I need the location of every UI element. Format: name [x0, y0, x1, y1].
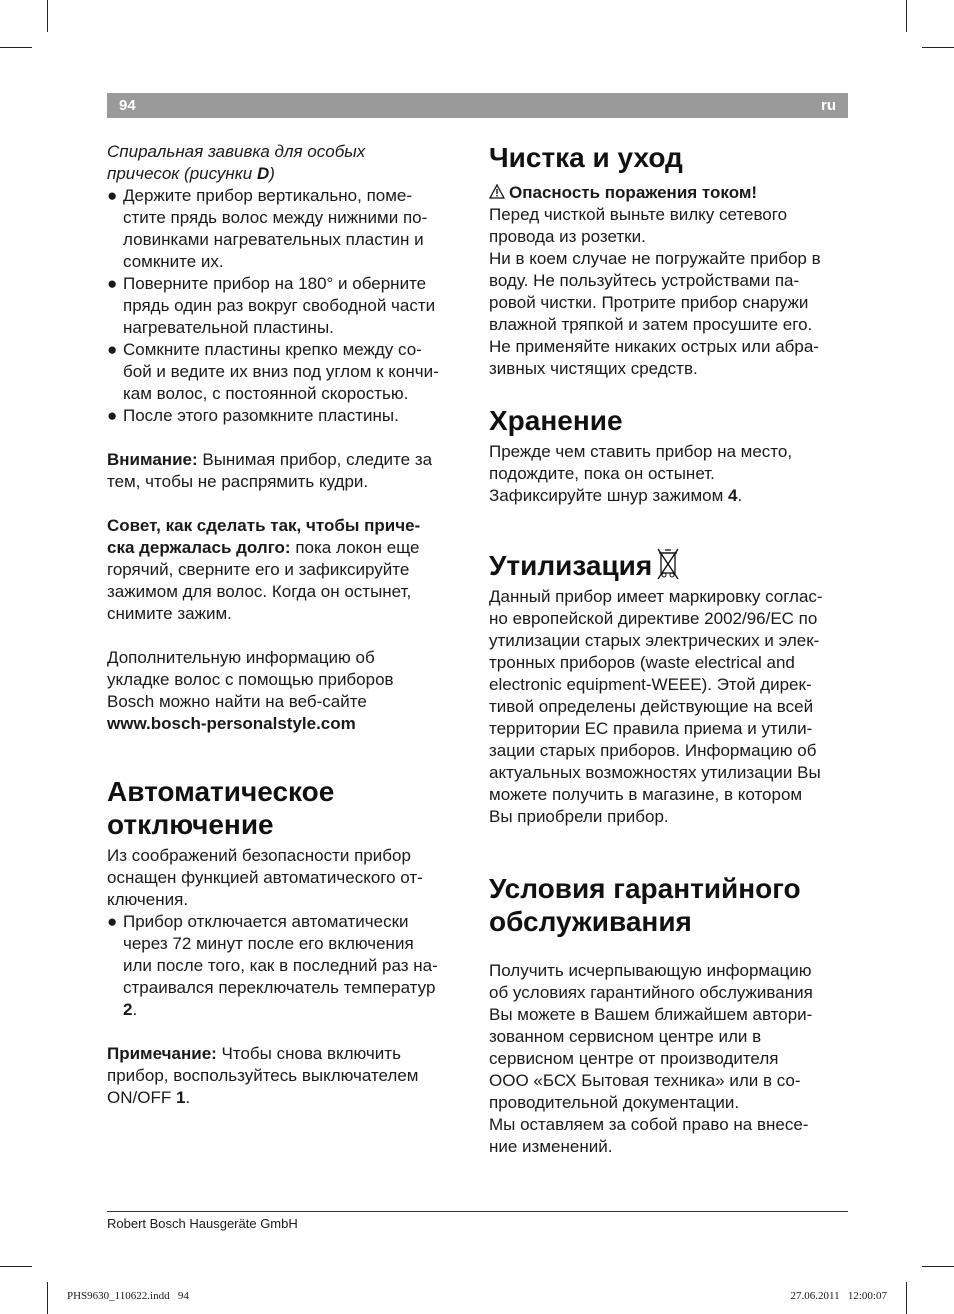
info-paragraph: Дополнительную информацию об укладке волос с помощью приборов Bosch можно найти на веб-сайте www.bosch-personalstyle.com	[107, 648, 394, 733]
list-item: ● После этого разомкните пластины.	[107, 406, 399, 425]
storage-paragraph: Прежде чем ставить прибор на место, подождите, пока он остынет. Зафиксируйте шнур зажимом 4.	[489, 442, 793, 505]
crop-mark	[47, 1282, 48, 1314]
curl-section-title: Спиральная завивка для особых причесок (рисунки D)	[107, 142, 366, 183]
crossed-bin-icon	[656, 547, 680, 581]
auto-off-list	[107, 911, 467, 1021]
warranty-heading: Условия гарантийного обслуживания	[489, 873, 801, 937]
curl-steps-list	[107, 185, 467, 427]
disposal-paragraph: Данный прибор имеет маркировку соглас- но европейской директиве 2002/96/EC по утилизации старых электрических и элек- тронных приборов (waste electrical and electronic equipment-WEEE). Этой дирек- тивой определены действующие на всей территории ЕС правила приема и утили- зации старых приборов. Информацию об актуальных возможностях утилизации Вы можете получить в магазине, в котором Вы приобрели прибор.	[489, 587, 823, 826]
right-column	[489, 141, 851, 1158]
language-code: ru	[821, 97, 836, 114]
list-item: ● Сомкните пластины крепко между со- бой и ведите их вниз под углом к кончи- кам волос, с постоянной скоростью.	[107, 340, 439, 403]
list-item: ● Держите прибор вертикально, поме- стите прядь волос между нижними по- ловинками нагревательных пластин и сомкните их.	[107, 186, 428, 271]
page-header-bar	[107, 93, 848, 118]
footer-company: Robert Bosch Hausgeräte GmbH	[107, 1216, 298, 1231]
list-item: ● Поверните прибор на 180° и оберните прядь один раз вокруг свободной части нагревательной пластины.	[107, 274, 436, 337]
print-slug-date: 27.06.2011 12:00:07	[790, 1290, 887, 1302]
website-link[interactable]: www.bosch-personalstyle.com	[107, 714, 356, 733]
crop-mark	[906, 0, 907, 32]
auto-off-heading: Автоматическое отключение	[107, 776, 335, 840]
attention-paragraph: Внимание: Вынимая прибор, следите за тем, чтобы не распрямить кудри.	[107, 450, 433, 491]
left-column	[107, 141, 467, 1109]
cleaning-heading: Чистка и уход	[489, 142, 683, 173]
footer-divider	[107, 1211, 848, 1212]
warranty-paragraph: Получить исчерпывающую информацию об условиях гарантийного обслуживания Вы можете в Вашем ближайшем автори- зованном сервисном центре или в сервисном центре от производителя ООО «БСХ Бытовая техника» или в со- проводительной документации. Мы оставляем за собой право на внесе- ние изменений.	[489, 961, 813, 1156]
print-slug-file: PHS9630_110622.indd 94	[67, 1290, 189, 1302]
crop-mark	[922, 47, 954, 48]
warning-triangle-icon	[489, 184, 505, 199]
crop-mark	[922, 1266, 954, 1267]
storage-heading: Хранение	[489, 405, 623, 436]
cleaning-paragraph: Перед чисткой выньте вилку сетевого провода из розетки. Ни в коем случае не погружайте прибор в воду. Не пользуйтесь устройствами па- ровой чистки. Протрите прибор снаружи влажной тряпкой и затем просушите его. Не применяйте никаких острых или абра- зивных чистящих средств.	[489, 205, 821, 378]
crop-mark	[0, 1266, 32, 1267]
auto-off-paragraph: Из соображений безопасности прибор оснащен функцией автоматического от- ключения.	[107, 846, 423, 909]
crop-mark	[0, 47, 32, 48]
disposal-heading: Утилизация	[489, 547, 851, 582]
crop-mark	[47, 0, 48, 32]
danger-warning: Опасность поражения током!	[489, 182, 851, 204]
crop-mark	[906, 1282, 907, 1314]
note-paragraph: Примечание: Чтобы снова включить прибор, воспользуйтесь выключателем ON/OFF 1.	[107, 1044, 419, 1107]
tip-paragraph: Совет, как сделать так, чтобы приче- ска держалась долго: пока локон еще горячий, сверните его и зафиксируйте зажимом для волос. Когда он остынет, снимите зажим.	[107, 516, 421, 623]
page-number: 94	[119, 97, 136, 114]
list-item: ● Прибор отключается автоматически через 72 минут после его включения или после того, как в последний раз на- страивался переключатель температур 2.	[107, 912, 438, 1019]
